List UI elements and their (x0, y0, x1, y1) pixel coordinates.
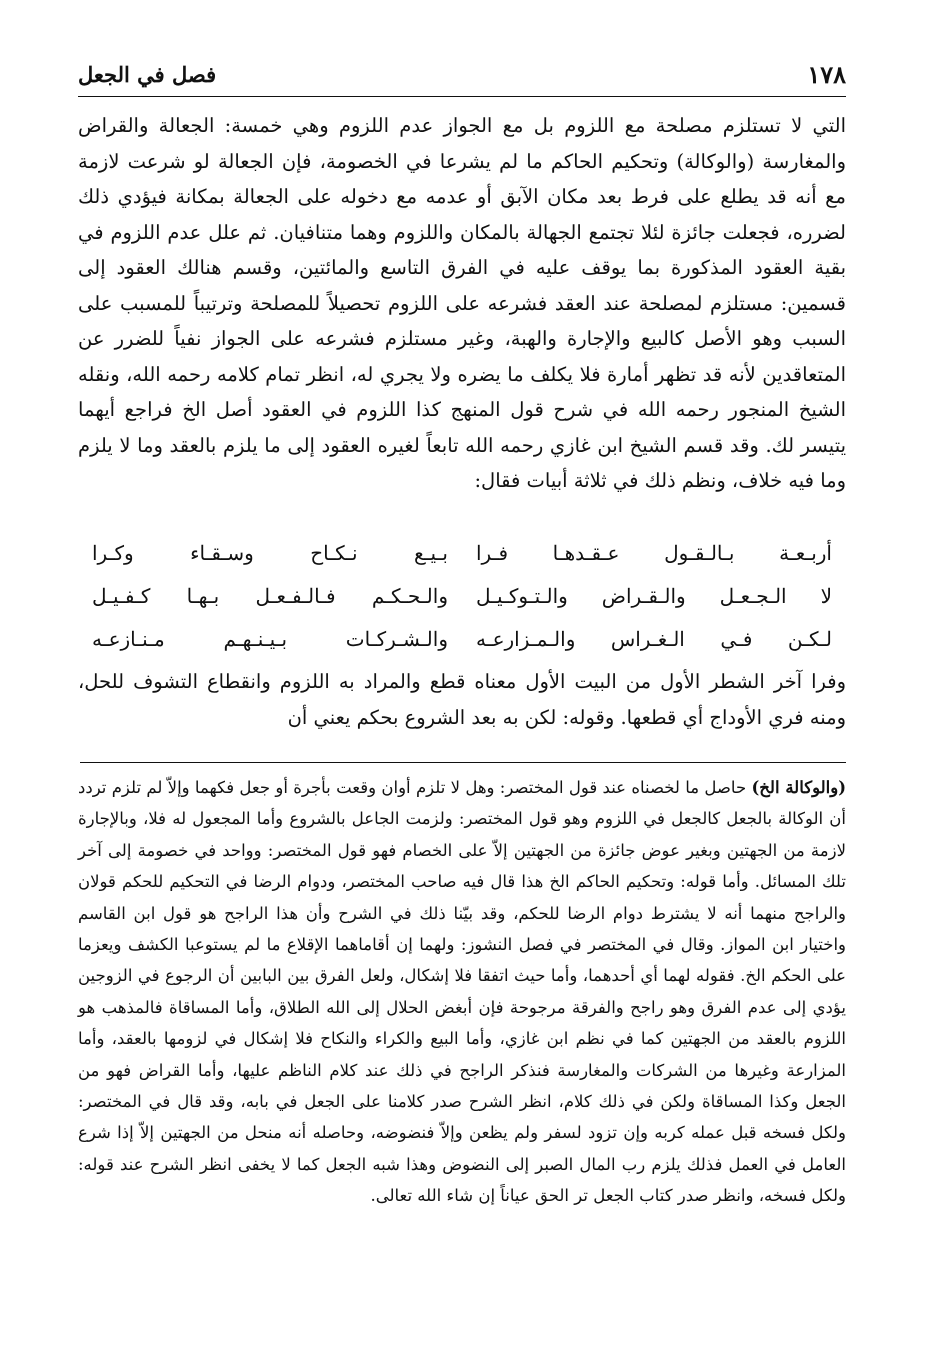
poem-verse (78, 617, 846, 660)
footnote-lemma: (والوكالة الخ) (751, 778, 847, 797)
poem-first-hemistich: أربـعـة بـالـقـول عـقـدهـا فـرا (476, 540, 832, 565)
poem-second-hemistich: والـحـكـم فـالـفـعـل بـهـا كـفـيـل (92, 583, 448, 608)
poem-second-hemistich: بـيـع نـكـاح وسـقـاء وكـرا (92, 540, 448, 565)
poem-second-hemistich: والـشـركـات بـيـنـهـم مـنـازعـه (92, 626, 448, 651)
poem-verse (78, 531, 846, 574)
main-text (78, 108, 846, 499)
poem-verse (78, 574, 846, 617)
poem (78, 531, 846, 660)
footnote (78, 772, 846, 1212)
page-header (78, 56, 846, 97)
page-number: ١٧٨ (807, 60, 846, 89)
main-text-continued (78, 664, 846, 735)
poem-first-hemistich: لـكـن فـي الـغـراس والـمـزارعـه (476, 626, 832, 651)
main-paragraph: التي لا تستلزم مصلحة مع اللزوم بل مع الجواز عدم اللزوم وهي خمسة: الجعالة والقراض والمغارسة (والوكالة) وتحكيم الحاكم ما لم يشرعا في الخصومة، فإن الجعالة لو شرعت لازمة مع أنه قد يطلع على فرط بعد مكان الآبق أو عدمه مع دخوله على الجعالة بمكانة فيؤدي ذلك لضرره، فجعلت جائزة لئلا تجتمع الجهالة بالمكان واللزوم وهما متنافيان. ثم علل عدم اللزوم في بقية العقود المذكورة بما يوقف عليه في الفرق التاسع والمائتين، وقسم هنالك العقود إلى قسمين: مستلزم لمصلحة عند العقد فشرعه على اللزوم تحصيلاً للمصلحة وترتيباً للمسبب على السبب وهو الأصل كالبيع والإجارة والهبة، وغير مستلزم فشرعه على الجواز نفياً للضرر عن المتعاقدين لأنه قد تظهر أمارة فلا يكلف ما يضره ولا يجري له، انظر تمام كلامه رحمه الله، ونقله الشيخ المنجور رحمه الله في شرح قول المنهج كذا اللزوم في العقود أصل الخ فراجع أيهما يتيسر لك. وقد قسم الشيخ ابن غازي رحمه الله تابعاً لغيره العقود إلى ما يلزم بالعقد وما لا يلزم وما فيه خلاف، ونظم ذلك في ثلاثة أبيات فقال: (78, 114, 846, 492)
running-title: فصل في الجعل (78, 62, 217, 87)
footnote-divider (80, 762, 846, 763)
footnote-paragraph (78, 772, 846, 1212)
continuation-paragraph: وفرا آخر الشطر الأول من البيت الأول معناه قطع والمراد به اللزوم وانقطاع التشوف للحل، ومنه فري الأوداج أي قطعها. وقوله: لكن به بعد الشروع بحكم يعني أن (78, 670, 846, 729)
footnote-text: حاصل ما لخصناه عند قول المختصر: وهل لا تلزم أوان وقعت بأجرة أو جعل فكهما وإلاّ لم تلزم تردد أن الوكالة بالجعل كالجعل في اللزوم وهو قول المختصر: ولزمت الجاعل بالشروع وأما المجعول له فلا، وبالإجارة لازمة من الجهتين وبغير عوض جائزة من الجهتين إلاّ على الخصام فهو قول المختصر: وواحد في خصومة إلى آخر تلك المسائل. وأما قوله: وتحكيم الحاكم الخ هذا قال فيه صاحب المختصر، ودوام الرضا في التحكيم للحكم قولان والراجح منهما أنه لا يشترط دوام الرضا للحكم، وقد بيّنا ذلك في الشرح وأن هذا الراجح هو قول ابن القاسم واختيار ابن المواز. وقال في المختصر في فصل النشوز: ولهما إن أقاماهما الإقلاع ما لم يستوعبا الكشف ويعزما على الحكم الخ. فقوله لهما أي أحدهما، وأما حيث اتفقا فلا إشكال، ولعل الفرق بين البابين أن الرجوع في الزوجين يؤدي إلى عدم الفرق وهو راجح والفرقة مرجوحة فإن أبغض الحلال إلى الله الطلاق، وأما المساقاة فالمذهب هو اللزوم بالعقد من الجهتين كما في نظم ابن غازي، وأما البيع والكراء والنكاح فلا إشكال في لزومها بالعقد، وأما المزارعة وغيرها من الشركات والمغارسة فنذكر الراجح في ذلك عند كلام الناظم عليها، وأما القراض فهو من الجعل وكذا المساقاة ولكن في ذلك كلام، انظر الشرح صدر كلامنا على الجعل في بابه، وقد قال في المختصر: ولكل فسخه قبل عمله كربه وإن تزود لسفر ولم يظعن وإلاّ فنضوضه، وحاصله أنه منحل من الجهتين إلاّ إذا شرع العامل في العمل فذلك يلزم رب المال الصبر إلى النضوض وهذا شبه الجعل كما لا يخفى انظر الشرح عند قوله: ولكل فسخه، وانظر صدر كتاب الجعل تر الحق عياناً إن شاء الله تعالى. (78, 778, 846, 1206)
poem-first-hemistich: لا الـجـعـل والـقـراض والـتـوكـيـل (476, 583, 832, 608)
